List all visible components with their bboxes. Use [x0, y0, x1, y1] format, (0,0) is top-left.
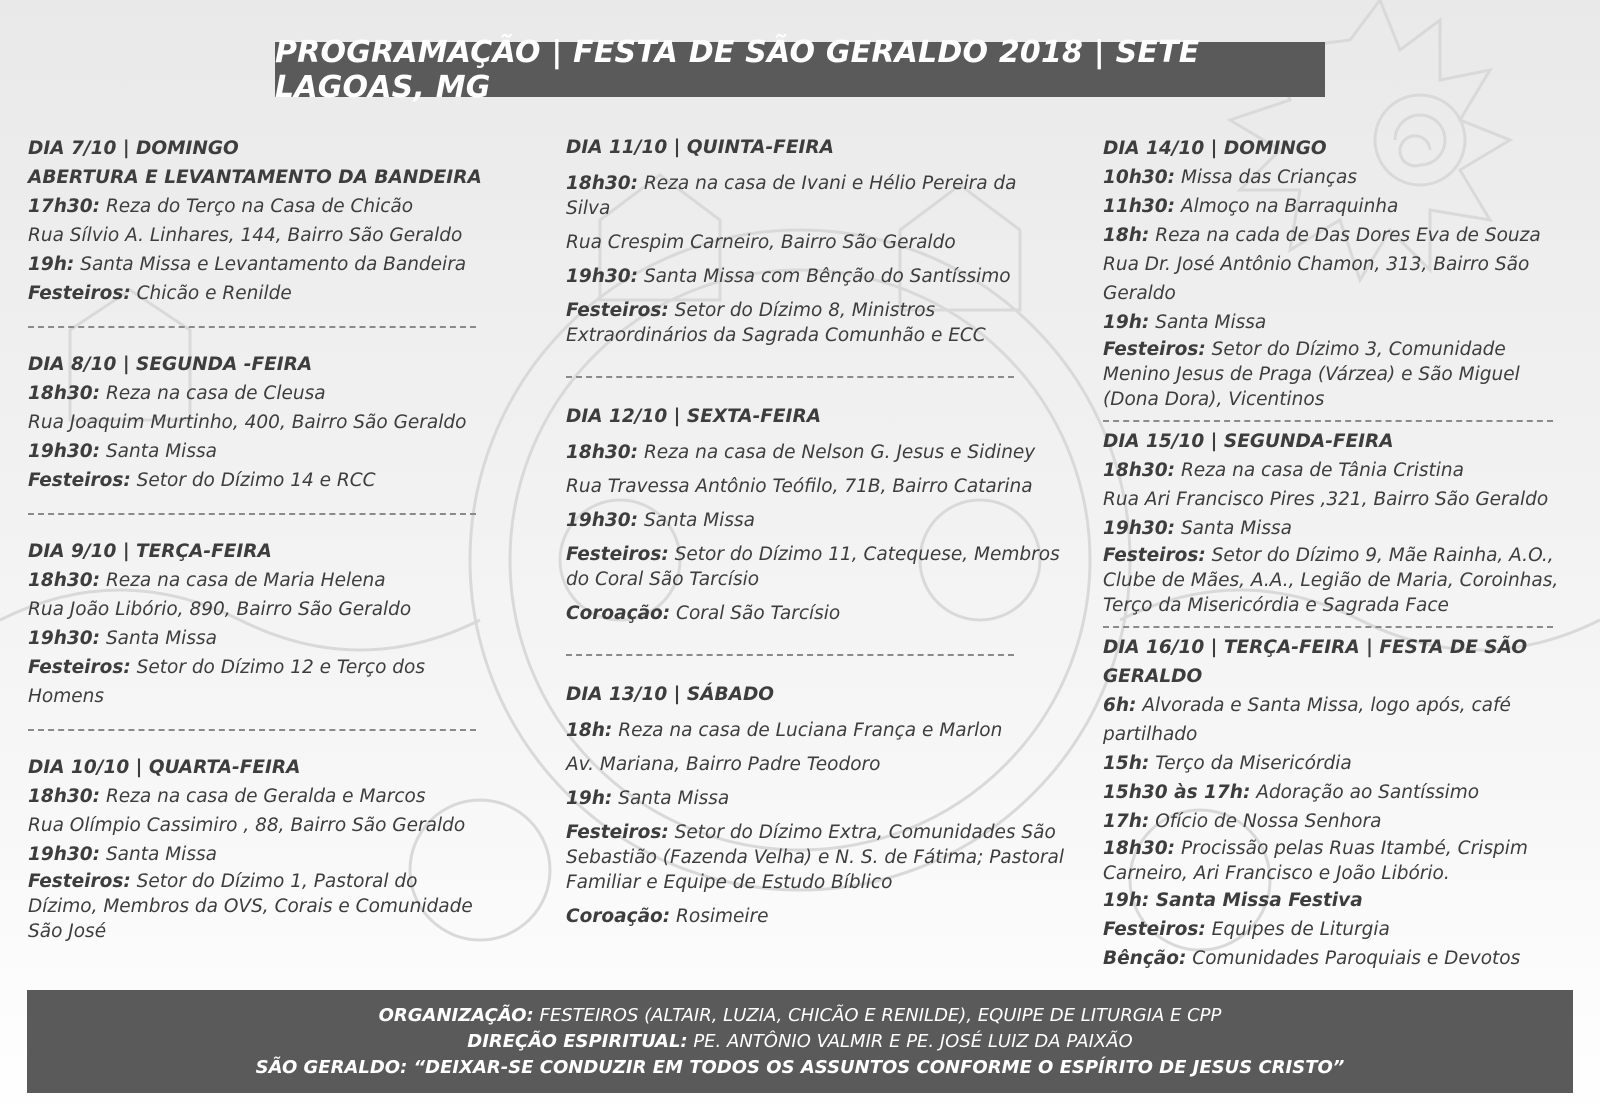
schedule-row: Festeiros: Setor do Dízimo 12 e Terço dos Homens	[28, 657, 425, 707]
schedule-row: 19h30: Santa Missa	[28, 628, 217, 649]
schedule-column-1	[28, 134, 488, 944]
day-block	[566, 403, 1066, 626]
schedule-row: 15h: Terço da Misericórdia	[1103, 753, 1352, 774]
schedule-row: 18h30: Reza na casa de Geralda e Marcos	[28, 786, 426, 807]
schedule-row: Rua Sílvio A. Linhares, 144, Bairro São Geraldo	[28, 225, 463, 246]
schedule-row: Festeiros: Setor do Dízimo 8, Ministros Extraordinários da Sagrada Comunhão e ECC	[566, 300, 986, 346]
schedule-row: 18h30: Reza na casa de Cleusa	[28, 383, 326, 404]
schedule-row: Festeiros: Setor do Dízimo 3, Comunidade Menino Jesus de Praga (Várzea) e São Miguel (Dona Dora), Vicentinos	[1103, 339, 1520, 410]
footer-spiritual-direction: DIREÇÃO ESPIRITUAL: PE. ANTÔNIO VALMIR E PE. JOSÉ LUIZ DA PAIXÃO	[467, 1030, 1133, 1052]
schedule-row: Rua João Libório, 890, Bairro São Geraldo	[28, 599, 412, 620]
schedule-row: Bênção: Comunidades Paroquiais e Devotos	[1103, 948, 1521, 969]
schedule-row: 18h: Reza na cada de Das Dores Eva de Souza	[1103, 225, 1541, 246]
schedule-row: 17h30: Reza do Terço na Casa de Chicão	[28, 196, 414, 217]
schedule-row: 19h30: Santa Missa com Bênção do Santíssimo	[566, 266, 1011, 287]
dashed-divider	[1103, 626, 1553, 628]
day-block	[28, 134, 488, 308]
schedule-column-3	[1103, 134, 1573, 973]
schedule-row: 19h: Santa Missa	[566, 788, 730, 809]
schedule-row: 19h30: Santa Missa	[28, 441, 217, 462]
day-title: DIA 8/10 | SEGUNDA -FEIRA	[28, 354, 313, 375]
schedule-row: 18h30: Reza na casa de Ivani e Hélio Pereira da Silva	[566, 173, 1017, 219]
day-title: DIA 10/10 | QUARTA-FEIRA	[28, 757, 301, 778]
schedule-row: 15h30 às 17h: Adoração ao Santíssimo	[1103, 782, 1480, 803]
footer-organization: ORGANIZAÇÃO: FESTEIROS (ALTAIR, LUZIA, CHICÃO E RENILDE), EQUIPE DE LITURGIA E CPP	[378, 1004, 1222, 1026]
schedule-row: Rua Crespim Carneiro, Bairro São Geraldo	[566, 232, 956, 253]
schedule-row: Festeiros: Setor do Dízimo 14 e RCC	[28, 470, 376, 491]
schedule-row: 19h: Santa Missa e Levantamento da Bandeira	[28, 254, 467, 275]
footer-quote: SÃO GERALDO: “DEIXAR-SE CONDUZIR EM TODOS OS ASSUNTOS CONFORME O ESPÍRITO DE JESUS CRISTO”	[255, 1056, 1345, 1078]
schedule-row: Festeiros: Chicão e Renilde	[28, 283, 292, 304]
day-title: DIA 15/10 | SEGUNDA-FEIRA	[1103, 431, 1394, 452]
schedule-row: 19h: Santa Missa	[1103, 312, 1267, 333]
schedule-row: 18h30: Procissão pelas Ruas Itambé, Crispim Carneiro, Ari Francisco e João Libório.	[1103, 838, 1528, 884]
schedule-row: Festeiros: Setor do Dízimo 11, Catequese, Membros do Coral São Tarcísio	[566, 544, 1060, 590]
schedule-row: Rua Travessa Antônio Teófilo, 71B, Bairro Catarina	[566, 476, 1033, 497]
day-block	[1103, 134, 1573, 412]
footer-banner	[27, 990, 1573, 1093]
schedule-row: Rua Ari Francisco Pires ,321, Bairro São Geraldo	[1103, 489, 1549, 510]
day-block	[28, 350, 488, 495]
schedule-row: Festeiros: Equipes de Liturgia	[1103, 919, 1390, 940]
dashed-divider	[28, 326, 476, 328]
schedule-row: Rua Joaquim Murtinho, 400, Bairro São Geraldo	[28, 412, 467, 433]
schedule-column-2	[566, 134, 1066, 929]
dashed-divider	[28, 513, 476, 515]
schedule-row: Av. Mariana, Bairro Padre Teodoro	[566, 754, 881, 775]
schedule-row: Coroação: Rosimeire	[566, 906, 769, 927]
schedule-row: 19h30: Santa Missa	[1103, 518, 1292, 539]
day-block	[28, 753, 488, 944]
day-title: DIA 9/10 | TERÇA-FEIRA	[28, 541, 272, 562]
page-title-banner	[275, 34, 1325, 105]
day-block	[1103, 633, 1573, 973]
page-title: PROGRAMAÇÃO | FESTA DE SÃO GERALDO 2018 | SETE LAGOAS, MG	[275, 34, 1200, 105]
day-block	[28, 537, 488, 711]
schedule-row: 19h: Santa Missa Festiva	[1103, 890, 1363, 911]
schedule-row: 18h30: Reza na casa de Nelson G. Jesus e Sidiney	[566, 442, 1036, 463]
day-title: DIA 13/10 | SÁBADO	[566, 684, 775, 705]
schedule-row: Rua Olímpio Cassimiro , 88, Bairro São Geraldo	[28, 815, 466, 836]
dashed-divider	[566, 376, 1014, 378]
day-title: DIA 12/10 | SEXTA-FEIRA	[566, 406, 822, 427]
day-title: DIA 7/10 | DOMINGO	[28, 138, 239, 159]
dashed-divider	[566, 654, 1014, 656]
day-block	[566, 134, 1066, 348]
schedule-row: 17h: Ofício de Nossa Senhora	[1103, 811, 1382, 832]
day-title: DIA 14/10 | DOMINGO	[1103, 138, 1327, 159]
schedule-row: Rua Dr. José Antônio Chamon, 313, Bairro São Geraldo	[1103, 254, 1530, 304]
day-title: DIA 16/10 | TERÇA-FEIRA | FESTA DE SÃO GERALDO	[1103, 637, 1528, 687]
day-block	[566, 681, 1066, 929]
schedule-row: Festeiros: Setor do Dízimo Extra, Comunidades São Sebastião (Fazenda Velha) e N. S. de Fátima; Pastoral Familiar e Equipe de Estudo Bíblico	[566, 822, 1065, 893]
schedule-row: 18h30: Reza na casa de Maria Helena	[28, 570, 386, 591]
dashed-divider	[28, 729, 476, 731]
dashed-divider	[1103, 420, 1553, 422]
schedule-row: 19h30: Santa Missa	[28, 844, 217, 865]
day-title: DIA 11/10 | QUINTA-FEIRA	[566, 137, 834, 158]
schedule-row: 18h30: Reza na casa de Tânia Cristina	[1103, 460, 1464, 481]
day-subtitle: ABERTURA E LEVANTAMENTO DA BANDEIRA	[28, 167, 482, 188]
schedule-row: Festeiros: Setor do Dízimo 9, Mãe Rainha, A.O., Clube de Mães, A.A., Legião de Maria, Coroinhas, Terço da Misericórdia e Sagrada Face	[1103, 545, 1559, 616]
schedule-row: 18h: Reza na casa de Luciana França e Marlon	[566, 720, 1003, 741]
schedule-row: Coroação: Coral São Tarcísio	[566, 603, 841, 624]
schedule-row: 6h: Alvorada e Santa Missa, logo após, café partilhado	[1103, 695, 1511, 745]
day-block	[1103, 427, 1573, 618]
schedule-row: 10h30: Missa das Crianças	[1103, 167, 1358, 188]
schedule-row: 19h30: Santa Missa	[566, 510, 755, 531]
schedule-row: 11h30: Almoço na Barraquinha	[1103, 196, 1399, 217]
schedule-row: Festeiros: Setor do Dízimo 1, Pastoral do Dízimo, Membros da OVS, Corais e Comunidade São José	[28, 871, 473, 942]
